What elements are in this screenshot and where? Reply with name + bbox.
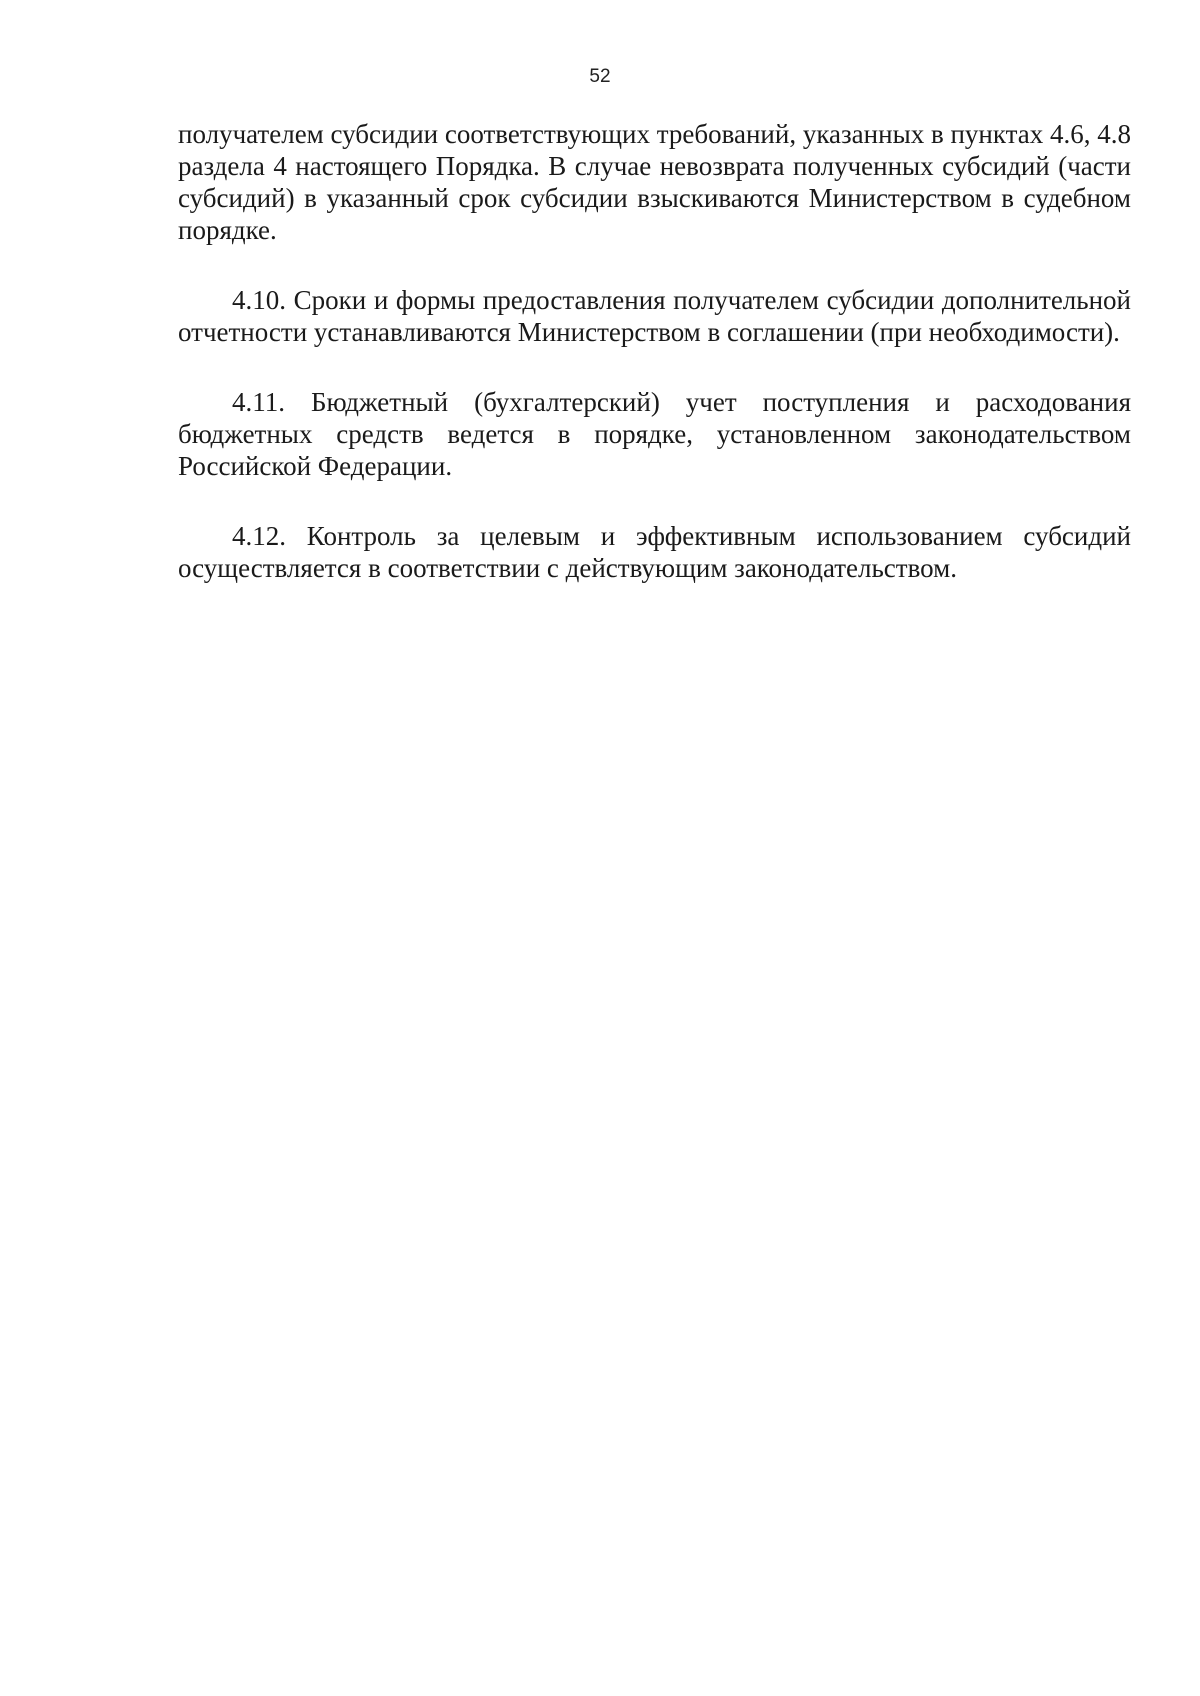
paragraph-4-11: 4.11. Бюджетный (бухгалтерский) учет поступления и расходования бюджетных средств ведется в порядке, установленном законодательством Российской Федерации. bbox=[178, 387, 1131, 481]
paragraph-continuation: получателем субсидии соответствующих требований, указанных в пунктах 4.6, 4.8 раздела 4 настоящего Порядка. В случае невозврата полученных субсидий (части субсидий) в указанный срок субсидии взыскиваются Министерством в судебном порядке. bbox=[178, 119, 1131, 245]
document-body bbox=[178, 118, 1131, 584]
paragraph-4-10: 4.10. Сроки и формы предоставления получателем субсидии дополнительной отчетности устанавливаются Министерством в соглашении (при необходимости). bbox=[178, 285, 1131, 347]
page-number: 52 bbox=[589, 66, 611, 87]
paragraph-4-12: 4.12. Контроль за целевым и эффективным использованием субсидий осуществляется в соответствии с действующим законодательством. bbox=[178, 521, 1131, 583]
